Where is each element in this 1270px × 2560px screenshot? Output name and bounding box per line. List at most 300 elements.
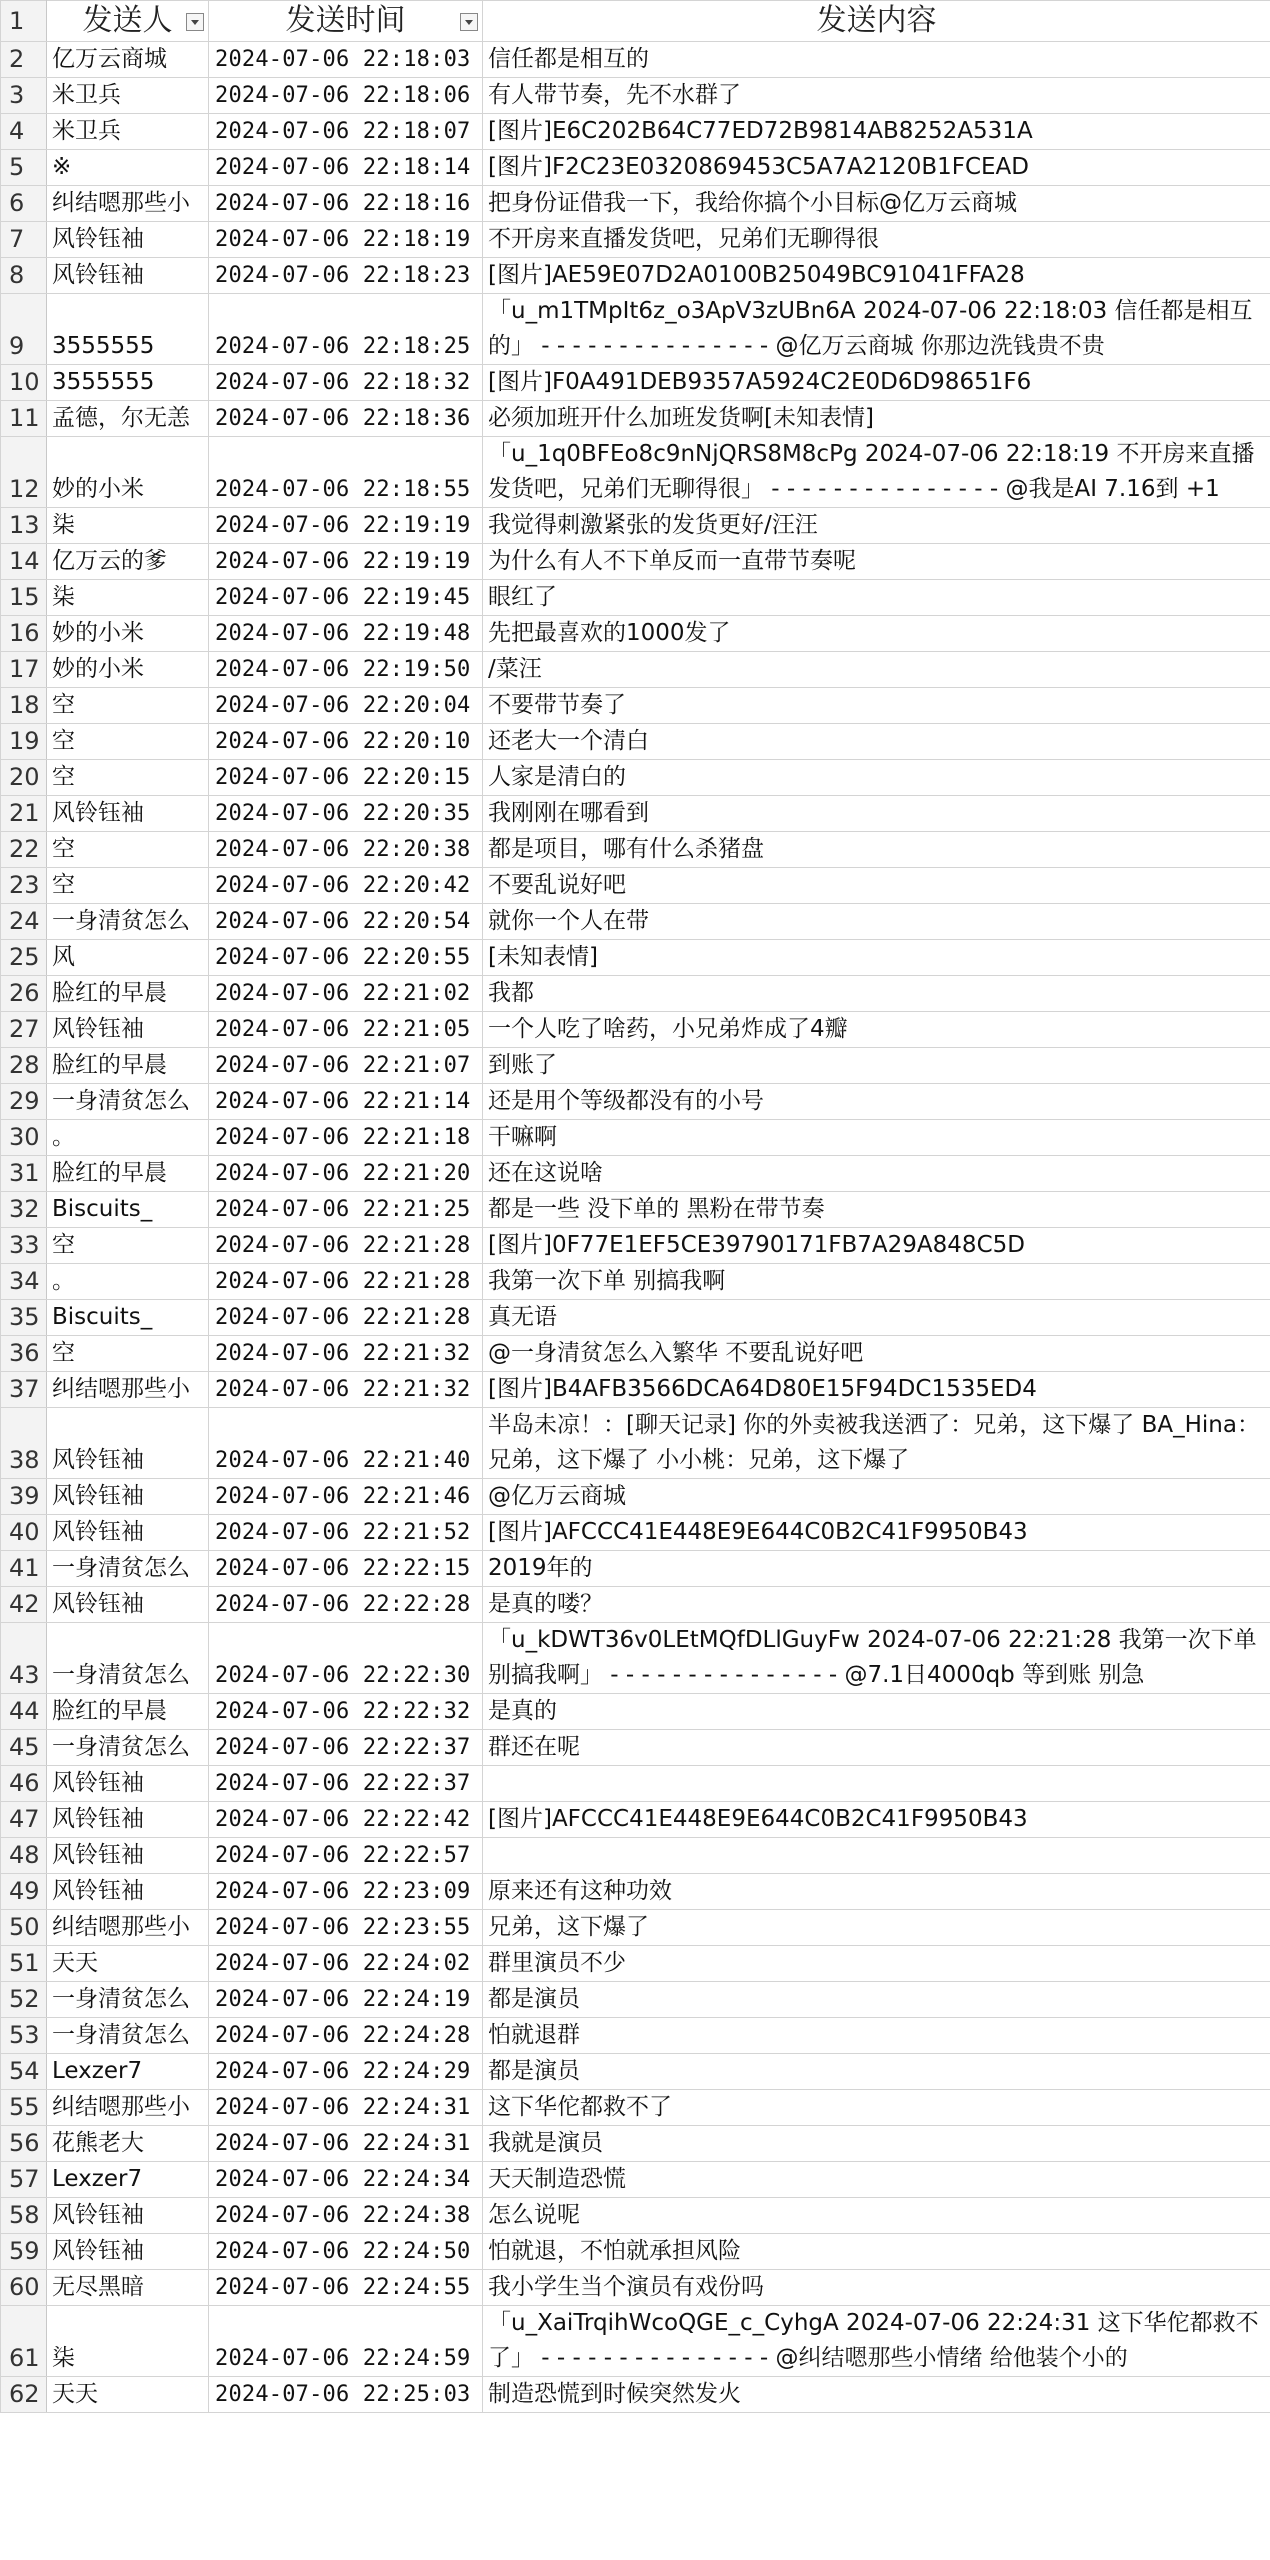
row-number[interactable]: 55 — [1, 2090, 47, 2126]
row-number[interactable]: 6 — [1, 186, 47, 222]
time-cell[interactable]: 2024-07-06 22:25:03 — [209, 2377, 483, 2413]
time-cell[interactable]: 2024-07-06 22:22:37 — [209, 1766, 483, 1802]
sender-cell[interactable]: 一身清贫怎么 — [47, 2018, 209, 2054]
content-cell[interactable]: 怎么说呢 — [483, 2198, 1270, 2234]
content-cell[interactable]: 半岛未凉！：[聊天记录] 你的外卖被我送洒了：兄弟，这下爆了 BA_Hina：兄弟，这下爆了 小小桃：兄弟，这下爆了 — [483, 1408, 1270, 1479]
content-cell[interactable]: 怕就退群 — [483, 2018, 1270, 2054]
table-row — [1, 1084, 1270, 1120]
column-header-content[interactable] — [483, 1, 1270, 42]
time-cell[interactable]: 2024-07-06 22:21:25 — [209, 1192, 483, 1228]
row-number[interactable]: 37 — [1, 1372, 47, 1408]
time-cell[interactable]: 2024-07-06 22:21:05 — [209, 1012, 483, 1048]
content-cell[interactable]: 不要乱说好吧 — [483, 868, 1270, 904]
content-cell[interactable]: 还老大一个清白 — [483, 724, 1270, 760]
time-cell[interactable]: 2024-07-06 22:24:29 — [209, 2054, 483, 2090]
content-cell[interactable]: 先把最喜欢的1000发了 — [483, 616, 1270, 652]
time-cell[interactable]: 2024-07-06 22:21:02 — [209, 976, 483, 1012]
time-cell[interactable]: 2024-07-06 22:18:14 — [209, 150, 483, 186]
table-row — [1, 1515, 1270, 1551]
table-row — [1, 508, 1270, 544]
table-row — [1, 1120, 1270, 1156]
time-cell[interactable]: 2024-07-06 22:18:06 — [209, 78, 483, 114]
time-cell[interactable]: 2024-07-06 22:18:55 — [209, 437, 483, 508]
content-cell[interactable]: @一身清贫怎么入繁华 不要乱说好吧 — [483, 1336, 1270, 1372]
table-row — [1, 2090, 1270, 2126]
content-cell[interactable]: [未知表情] — [483, 940, 1270, 976]
row-number[interactable]: 50 — [1, 1910, 47, 1946]
sender-cell[interactable]: 3555555 — [47, 365, 209, 401]
time-cell[interactable]: 2024-07-06 22:18:03 — [209, 42, 483, 78]
row-number[interactable]: 53 — [1, 2018, 47, 2054]
row-number[interactable]: 16 — [1, 616, 47, 652]
table-row — [1, 1479, 1270, 1515]
table-row — [1, 1838, 1270, 1874]
content-cell[interactable]: 制造恐慌到时候突然发火 — [483, 2377, 1270, 2413]
table-row — [1, 1408, 1270, 1479]
time-cell[interactable]: 2024-07-06 22:24:28 — [209, 2018, 483, 2054]
sender-cell[interactable]: 风铃钰袖 — [47, 1766, 209, 1802]
row-number[interactable]: 33 — [1, 1228, 47, 1264]
filter-dropdown-icon[interactable] — [186, 13, 204, 31]
sender-cell[interactable]: 风铃钰袖 — [47, 2234, 209, 2270]
sender-cell[interactable]: 风铃钰袖 — [47, 258, 209, 294]
row-number[interactable]: 4 — [1, 114, 47, 150]
table-row — [1, 652, 1270, 688]
row-number[interactable]: 15 — [1, 580, 47, 616]
row-number[interactable]: 42 — [1, 1587, 47, 1623]
table-row — [1, 2377, 1270, 2413]
row-number[interactable]: 14 — [1, 544, 47, 580]
time-cell[interactable]: 2024-07-06 22:21:46 — [209, 1479, 483, 1515]
content-cell[interactable]: 眼红了 — [483, 580, 1270, 616]
row-number[interactable]: 12 — [1, 437, 47, 508]
time-cell[interactable]: 2024-07-06 22:22:37 — [209, 1730, 483, 1766]
content-cell[interactable]: 我就是演员 — [483, 2126, 1270, 2162]
time-cell[interactable]: 2024-07-06 22:22:28 — [209, 1587, 483, 1623]
table-row — [1, 1946, 1270, 1982]
time-cell[interactable]: 2024-07-06 22:24:19 — [209, 1982, 483, 2018]
table-row — [1, 1012, 1270, 1048]
content-cell[interactable]: 我第一次下单 别搞我啊 — [483, 1264, 1270, 1300]
time-cell[interactable]: 2024-07-06 22:21:28 — [209, 1300, 483, 1336]
table-row — [1, 760, 1270, 796]
row-number[interactable]: 38 — [1, 1408, 47, 1479]
time-cell[interactable]: 2024-07-06 22:19:50 — [209, 652, 483, 688]
row-number[interactable]: 11 — [1, 401, 47, 437]
time-cell[interactable]: 2024-07-06 22:21:40 — [209, 1408, 483, 1479]
row-number[interactable]: 29 — [1, 1084, 47, 1120]
header-row — [1, 1, 1270, 42]
time-cell[interactable]: 2024-07-06 22:24:38 — [209, 2198, 483, 2234]
time-cell[interactable]: 2024-07-06 22:21:32 — [209, 1372, 483, 1408]
time-cell[interactable]: 2024-07-06 22:24:31 — [209, 2126, 483, 2162]
sender-cell[interactable]: 一身清贫怎么 — [47, 1982, 209, 2018]
content-cell[interactable]: 2019年的 — [483, 1551, 1270, 1587]
time-cell[interactable]: 2024-07-06 22:18:16 — [209, 186, 483, 222]
table-row — [1, 1372, 1270, 1408]
row-number[interactable]: 28 — [1, 1048, 47, 1084]
time-cell[interactable]: 2024-07-06 22:18:19 — [209, 222, 483, 258]
sender-cell[interactable]: 风铃钰袖 — [47, 796, 209, 832]
row-number[interactable]: 7 — [1, 222, 47, 258]
sender-cell[interactable]: Biscuits_ — [47, 1300, 209, 1336]
sender-cell[interactable]: 纠结嗯那些小 — [47, 186, 209, 222]
content-cell[interactable] — [483, 1838, 1270, 1874]
sender-cell[interactable]: 柒 — [47, 580, 209, 616]
sender-cell[interactable]: 空 — [47, 868, 209, 904]
row-number[interactable]: 54 — [1, 2054, 47, 2090]
row-number[interactable]: 35 — [1, 1300, 47, 1336]
row-number-header[interactable]: 1 — [1, 1, 47, 42]
content-cell[interactable]: 群还在呢 — [483, 1730, 1270, 1766]
row-number[interactable]: 58 — [1, 2198, 47, 2234]
row-number[interactable]: 60 — [1, 2270, 47, 2306]
content-cell[interactable]: [图片]AFCCC41E448E9E644C0B2C41F9950B43 — [483, 1515, 1270, 1551]
content-cell[interactable]: 一个人吃了啥药，小兄弟炸成了4瓣 — [483, 1012, 1270, 1048]
column-header-time[interactable] — [209, 1, 483, 42]
row-number[interactable]: 41 — [1, 1551, 47, 1587]
table-row — [1, 114, 1270, 150]
time-cell[interactable]: 2024-07-06 22:21:52 — [209, 1515, 483, 1551]
row-number[interactable]: 40 — [1, 1515, 47, 1551]
time-cell[interactable]: 2024-07-06 22:21:32 — [209, 1336, 483, 1372]
sender-cell[interactable]: 花熊老大 — [47, 2126, 209, 2162]
table-row — [1, 437, 1270, 508]
content-cell[interactable]: 天天制造恐慌 — [483, 2162, 1270, 2198]
sender-cell[interactable]: 风铃钰袖 — [47, 2198, 209, 2234]
column-header-sender-label: 发送人 — [82, 3, 173, 38]
row-number[interactable]: 62 — [1, 2377, 47, 2413]
content-cell[interactable]: [图片]F2C23E0320869453C5A7A2120B1FCEAD — [483, 150, 1270, 186]
content-cell[interactable]: 有人带节奏，先不水群了 — [483, 78, 1270, 114]
time-cell[interactable]: 2024-07-06 22:19:48 — [209, 616, 483, 652]
sender-cell[interactable]: 脸红的早晨 — [47, 1156, 209, 1192]
content-cell[interactable]: 这下华佗都救不了 — [483, 2090, 1270, 2126]
column-header-time-label: 发送时间 — [285, 3, 406, 38]
sender-cell[interactable]: 一身清贫怎么 — [47, 1551, 209, 1587]
sender-cell[interactable]: Biscuits_ — [47, 1192, 209, 1228]
time-cell[interactable]: 2024-07-06 22:22:32 — [209, 1694, 483, 1730]
sender-cell[interactable]: 柒 — [47, 2306, 209, 2377]
sender-cell[interactable]: 妙的小米 — [47, 652, 209, 688]
time-cell[interactable]: 2024-07-06 22:18:25 — [209, 294, 483, 365]
time-cell[interactable]: 2024-07-06 22:24:02 — [209, 1946, 483, 1982]
table-row — [1, 1874, 1270, 1910]
sender-cell[interactable]: 3555555 — [47, 294, 209, 365]
row-number[interactable]: 24 — [1, 904, 47, 940]
sender-cell[interactable]: 纠结嗯那些小 — [47, 1372, 209, 1408]
time-cell[interactable]: 2024-07-06 22:20:15 — [209, 760, 483, 796]
row-number[interactable]: 2 — [1, 42, 47, 78]
row-number[interactable]: 9 — [1, 294, 47, 365]
table-row — [1, 2306, 1270, 2377]
row-number[interactable]: 51 — [1, 1946, 47, 1982]
sender-cell[interactable]: 一身清贫怎么 — [47, 1730, 209, 1766]
time-cell[interactable]: 2024-07-06 22:21:28 — [209, 1264, 483, 1300]
content-cell[interactable]: 为什么有人不下单反而一直带节奏呢 — [483, 544, 1270, 580]
row-number[interactable]: 39 — [1, 1479, 47, 1515]
time-cell[interactable]: 2024-07-06 22:24:50 — [209, 2234, 483, 2270]
table-row — [1, 1264, 1270, 1300]
content-cell[interactable]: [图片]0F77E1EF5CE39790171FB7A29A848C5D — [483, 1228, 1270, 1264]
content-cell[interactable]: /菜汪 — [483, 652, 1270, 688]
time-cell[interactable]: 2024-07-06 22:19:45 — [209, 580, 483, 616]
content-cell[interactable]: 不要带节奏了 — [483, 688, 1270, 724]
time-cell[interactable]: 2024-07-06 22:18:07 — [209, 114, 483, 150]
time-cell[interactable]: 2024-07-06 22:21:20 — [209, 1156, 483, 1192]
content-cell[interactable]: 我觉得刺激紧张的发货更好/汪汪 — [483, 508, 1270, 544]
table-row — [1, 401, 1270, 437]
content-cell[interactable]: @亿万云商城 — [483, 1479, 1270, 1515]
content-cell[interactable]: 我都 — [483, 976, 1270, 1012]
row-number[interactable]: 19 — [1, 724, 47, 760]
content-cell[interactable]: [图片]AE59E07D2A0100B25049BC91041FFA28 — [483, 258, 1270, 294]
sender-cell[interactable]: 一身清贫怎么 — [47, 1084, 209, 1120]
content-cell[interactable]: 真无语 — [483, 1300, 1270, 1336]
content-cell[interactable]: [图片]E6C202B64C77ED72B9814AB8252A531A — [483, 114, 1270, 150]
table-row — [1, 1802, 1270, 1838]
table-row — [1, 222, 1270, 258]
time-cell[interactable]: 2024-07-06 22:21:18 — [209, 1120, 483, 1156]
table-row — [1, 258, 1270, 294]
sender-cell[interactable]: 纠结嗯那些小 — [47, 2090, 209, 2126]
table-row — [1, 42, 1270, 78]
table-row — [1, 976, 1270, 1012]
content-cell[interactable]: 是真的喽？ — [483, 1587, 1270, 1623]
table-row — [1, 365, 1270, 401]
content-cell[interactable]: [图片]B4AFB3566DCA64D80E15F94DC1535ED4 — [483, 1372, 1270, 1408]
table-body — [1, 42, 1270, 2413]
time-cell[interactable]: 2024-07-06 22:20:42 — [209, 868, 483, 904]
table-row — [1, 832, 1270, 868]
sender-cell[interactable]: 柒 — [47, 508, 209, 544]
sender-cell[interactable]: 一身清贫怎么 — [47, 1623, 209, 1694]
sender-cell[interactable]: 。 — [47, 1120, 209, 1156]
content-cell[interactable]: 都是演员 — [483, 2054, 1270, 2090]
content-cell[interactable]: 都是项目，哪有什么杀猪盘 — [483, 832, 1270, 868]
sender-cell[interactable]: 脸红的早晨 — [47, 1048, 209, 1084]
time-cell[interactable]: 2024-07-06 22:22:57 — [209, 1838, 483, 1874]
table-row — [1, 150, 1270, 186]
content-cell[interactable]: 我小学生当个演员有戏份吗 — [483, 2270, 1270, 2306]
time-cell[interactable]: 2024-07-06 22:22:15 — [209, 1551, 483, 1587]
content-cell[interactable]: 「u_kDWT36v0LEtMQfDLlGuyFw 2024-07-06 22:21:28 我第一次下单 别搞我啊」 - - - - - - - - - - - - - - - @7.1日4000qb 等到账 别急 — [483, 1623, 1270, 1694]
sender-cell[interactable]: 风铃钰袖 — [47, 1515, 209, 1551]
sender-cell[interactable]: 脸红的早晨 — [47, 1694, 209, 1730]
time-cell[interactable]: 2024-07-06 22:24:59 — [209, 2306, 483, 2377]
row-number[interactable]: 46 — [1, 1766, 47, 1802]
row-number[interactable]: 23 — [1, 868, 47, 904]
table-row — [1, 724, 1270, 760]
time-cell[interactable]: 2024-07-06 22:18:32 — [209, 365, 483, 401]
row-number[interactable]: 5 — [1, 150, 47, 186]
sender-cell[interactable]: 妙的小米 — [47, 616, 209, 652]
content-cell[interactable]: 都是一些 没下单的 黑粉在带节奏 — [483, 1192, 1270, 1228]
table-row — [1, 294, 1270, 365]
sender-cell[interactable]: 风铃钰袖 — [47, 1587, 209, 1623]
row-number[interactable]: 8 — [1, 258, 47, 294]
content-cell[interactable]: 怕就退，不怕就承担风险 — [483, 2234, 1270, 2270]
time-cell[interactable]: 2024-07-06 22:21:28 — [209, 1228, 483, 1264]
sender-cell[interactable]: 风铃钰袖 — [47, 222, 209, 258]
time-cell[interactable]: 2024-07-06 22:18:23 — [209, 258, 483, 294]
time-cell[interactable]: 2024-07-06 22:18:36 — [209, 401, 483, 437]
row-number[interactable]: 34 — [1, 1264, 47, 1300]
row-number[interactable]: 20 — [1, 760, 47, 796]
sender-cell[interactable]: 空 — [47, 760, 209, 796]
row-number[interactable]: 43 — [1, 1623, 47, 1694]
time-cell[interactable]: 2024-07-06 22:21:07 — [209, 1048, 483, 1084]
time-cell[interactable]: 2024-07-06 22:20:38 — [209, 832, 483, 868]
sender-cell[interactable]: 风铃钰袖 — [47, 1408, 209, 1479]
sender-cell[interactable]: 风铃钰袖 — [47, 1012, 209, 1048]
content-cell[interactable]: 还在这说啥 — [483, 1156, 1270, 1192]
content-cell[interactable]: 我刚刚在哪看到 — [483, 796, 1270, 832]
sender-cell[interactable]: 风铃钰袖 — [47, 1838, 209, 1874]
time-cell[interactable]: 2024-07-06 22:19:19 — [209, 544, 483, 580]
content-cell[interactable]: 原来还有这种功效 — [483, 1874, 1270, 1910]
row-number[interactable]: 56 — [1, 2126, 47, 2162]
content-cell[interactable]: 群里演员不少 — [483, 1946, 1270, 1982]
table-row — [1, 1192, 1270, 1228]
content-cell[interactable] — [483, 1766, 1270, 1802]
row-number[interactable]: 44 — [1, 1694, 47, 1730]
sender-cell[interactable]: 空 — [47, 724, 209, 760]
table-row — [1, 78, 1270, 114]
filter-dropdown-icon[interactable] — [460, 13, 478, 31]
time-cell[interactable]: 2024-07-06 22:20:04 — [209, 688, 483, 724]
time-cell[interactable]: 2024-07-06 22:22:30 — [209, 1623, 483, 1694]
sender-cell[interactable]: 空 — [47, 1336, 209, 1372]
time-cell[interactable]: 2024-07-06 22:19:19 — [209, 508, 483, 544]
table-row — [1, 1551, 1270, 1587]
row-number[interactable]: 48 — [1, 1838, 47, 1874]
time-cell[interactable]: 2024-07-06 22:24:31 — [209, 2090, 483, 2126]
row-number[interactable]: 30 — [1, 1120, 47, 1156]
sender-cell[interactable]: 天天 — [47, 2377, 209, 2413]
row-number[interactable]: 49 — [1, 1874, 47, 1910]
table-row — [1, 2270, 1270, 2306]
table-row — [1, 1623, 1270, 1694]
table-row — [1, 2162, 1270, 2198]
content-cell[interactable]: 就你一个人在带 — [483, 904, 1270, 940]
table-row — [1, 940, 1270, 976]
sender-cell[interactable]: 无尽黑暗 — [47, 2270, 209, 2306]
time-cell[interactable]: 2024-07-06 22:24:34 — [209, 2162, 483, 2198]
content-cell[interactable]: 都是演员 — [483, 1982, 1270, 2018]
column-header-sender[interactable] — [47, 1, 209, 42]
time-cell[interactable]: 2024-07-06 22:23:09 — [209, 1874, 483, 1910]
row-number[interactable]: 31 — [1, 1156, 47, 1192]
time-cell[interactable]: 2024-07-06 22:20:10 — [209, 724, 483, 760]
sender-cell[interactable]: 风铃钰袖 — [47, 1479, 209, 1515]
time-cell[interactable]: 2024-07-06 22:23:55 — [209, 1910, 483, 1946]
time-cell[interactable]: 2024-07-06 22:20:55 — [209, 940, 483, 976]
time-cell[interactable]: 2024-07-06 22:24:55 — [209, 2270, 483, 2306]
row-number[interactable]: 57 — [1, 2162, 47, 2198]
table-row — [1, 544, 1270, 580]
sender-cell[interactable]: 风铃钰袖 — [47, 1874, 209, 1910]
sender-cell[interactable]: Lexzer7 — [47, 2162, 209, 2198]
content-cell[interactable]: [图片]AFCCC41E448E9E644C0B2C41F9950B43 — [483, 1802, 1270, 1838]
row-number[interactable]: 18 — [1, 688, 47, 724]
sender-cell[interactable]: 亿万云商城 — [47, 42, 209, 78]
sender-cell[interactable]: ※ — [47, 150, 209, 186]
sender-cell[interactable]: 空 — [47, 832, 209, 868]
table-row — [1, 796, 1270, 832]
row-number[interactable]: 27 — [1, 1012, 47, 1048]
content-cell[interactable]: 「u_m1TMpIt6z_o3ApV3zUBn6A 2024-07-06 22:18:03 信任都是相互的」 - - - - - - - - - - - - - - - @亿万云商城 你那边洗钱贵不贵 — [483, 294, 1270, 365]
time-cell[interactable]: 2024-07-06 22:20:35 — [209, 796, 483, 832]
row-number[interactable]: 22 — [1, 832, 47, 868]
table-row — [1, 1766, 1270, 1802]
row-number[interactable]: 45 — [1, 1730, 47, 1766]
row-number[interactable]: 13 — [1, 508, 47, 544]
table-row — [1, 1982, 1270, 2018]
content-cell[interactable]: 不开房来直播发货吧，兄弟们无聊得很 — [483, 222, 1270, 258]
sender-cell[interactable]: 空 — [47, 1228, 209, 1264]
sender-cell[interactable]: 风 — [47, 940, 209, 976]
sender-cell[interactable]: 米卫兵 — [47, 78, 209, 114]
sender-cell[interactable]: 一身清贫怎么 — [47, 904, 209, 940]
table-row — [1, 1910, 1270, 1946]
row-number[interactable]: 47 — [1, 1802, 47, 1838]
content-cell[interactable]: 必须加班开什么加班发货啊[未知表情] — [483, 401, 1270, 437]
content-cell[interactable]: 信任都是相互的 — [483, 42, 1270, 78]
sender-cell[interactable]: 空 — [47, 688, 209, 724]
sender-cell[interactable]: 妙的小米 — [47, 437, 209, 508]
sender-cell[interactable]: 脸红的早晨 — [47, 976, 209, 1012]
table-row — [1, 1048, 1270, 1084]
sender-cell[interactable]: 天天 — [47, 1946, 209, 1982]
table-row — [1, 1587, 1270, 1623]
content-cell[interactable]: 兄弟，这下爆了 — [483, 1910, 1270, 1946]
row-number[interactable]: 3 — [1, 78, 47, 114]
content-cell[interactable]: 人家是清白的 — [483, 760, 1270, 796]
content-cell[interactable]: 干嘛啊 — [483, 1120, 1270, 1156]
content-cell[interactable]: 「u_1q0BFEo8c9nNjQRS8M8cPg 2024-07-06 22:18:19 不开房来直播发货吧，兄弟们无聊得很」 - - - - - - - - - - - - - - - @我是AI 7.16到 +1 — [483, 437, 1270, 508]
time-cell[interactable]: 2024-07-06 22:22:42 — [209, 1802, 483, 1838]
sender-cell[interactable]: 纠结嗯那些小 — [47, 1910, 209, 1946]
row-number[interactable]: 32 — [1, 1192, 47, 1228]
sender-cell[interactable]: 亿万云的爹 — [47, 544, 209, 580]
row-number[interactable]: 36 — [1, 1336, 47, 1372]
time-cell[interactable]: 2024-07-06 22:20:54 — [209, 904, 483, 940]
row-number[interactable]: 61 — [1, 2306, 47, 2377]
content-cell[interactable]: 是真的 — [483, 1694, 1270, 1730]
sender-cell[interactable]: 风铃钰袖 — [47, 1802, 209, 1838]
row-number[interactable]: 52 — [1, 1982, 47, 2018]
table-row — [1, 2018, 1270, 2054]
sender-cell[interactable]: Lexzer7 — [47, 2054, 209, 2090]
row-number[interactable]: 25 — [1, 940, 47, 976]
row-number[interactable]: 21 — [1, 796, 47, 832]
content-cell[interactable]: 把身份证借我一下，我给你搞个小目标@亿万云商城 — [483, 186, 1270, 222]
sender-cell[interactable]: 孟德，尔无恙 — [47, 401, 209, 437]
row-number[interactable]: 17 — [1, 652, 47, 688]
sender-cell[interactable]: 。 — [47, 1264, 209, 1300]
content-cell[interactable]: 到账了 — [483, 1048, 1270, 1084]
table-row — [1, 1156, 1270, 1192]
row-number[interactable]: 26 — [1, 976, 47, 1012]
content-cell[interactable]: 还是用个等级都没有的小号 — [483, 1084, 1270, 1120]
content-cell[interactable]: 「u_XaiTrqihWcoQGE_c_CyhgA 2024-07-06 22:24:31 这下华佗都救不了」 - - - - - - - - - - - - - - - @纠结嗯那些小情绪 给他装个小的 — [483, 2306, 1270, 2377]
sender-cell[interactable]: 米卫兵 — [47, 114, 209, 150]
content-cell[interactable]: [图片]F0A491DEB9357A5924C2E0D6D98651F6 — [483, 365, 1270, 401]
row-number[interactable]: 10 — [1, 365, 47, 401]
time-cell[interactable]: 2024-07-06 22:21:14 — [209, 1084, 483, 1120]
row-number[interactable]: 59 — [1, 2234, 47, 2270]
